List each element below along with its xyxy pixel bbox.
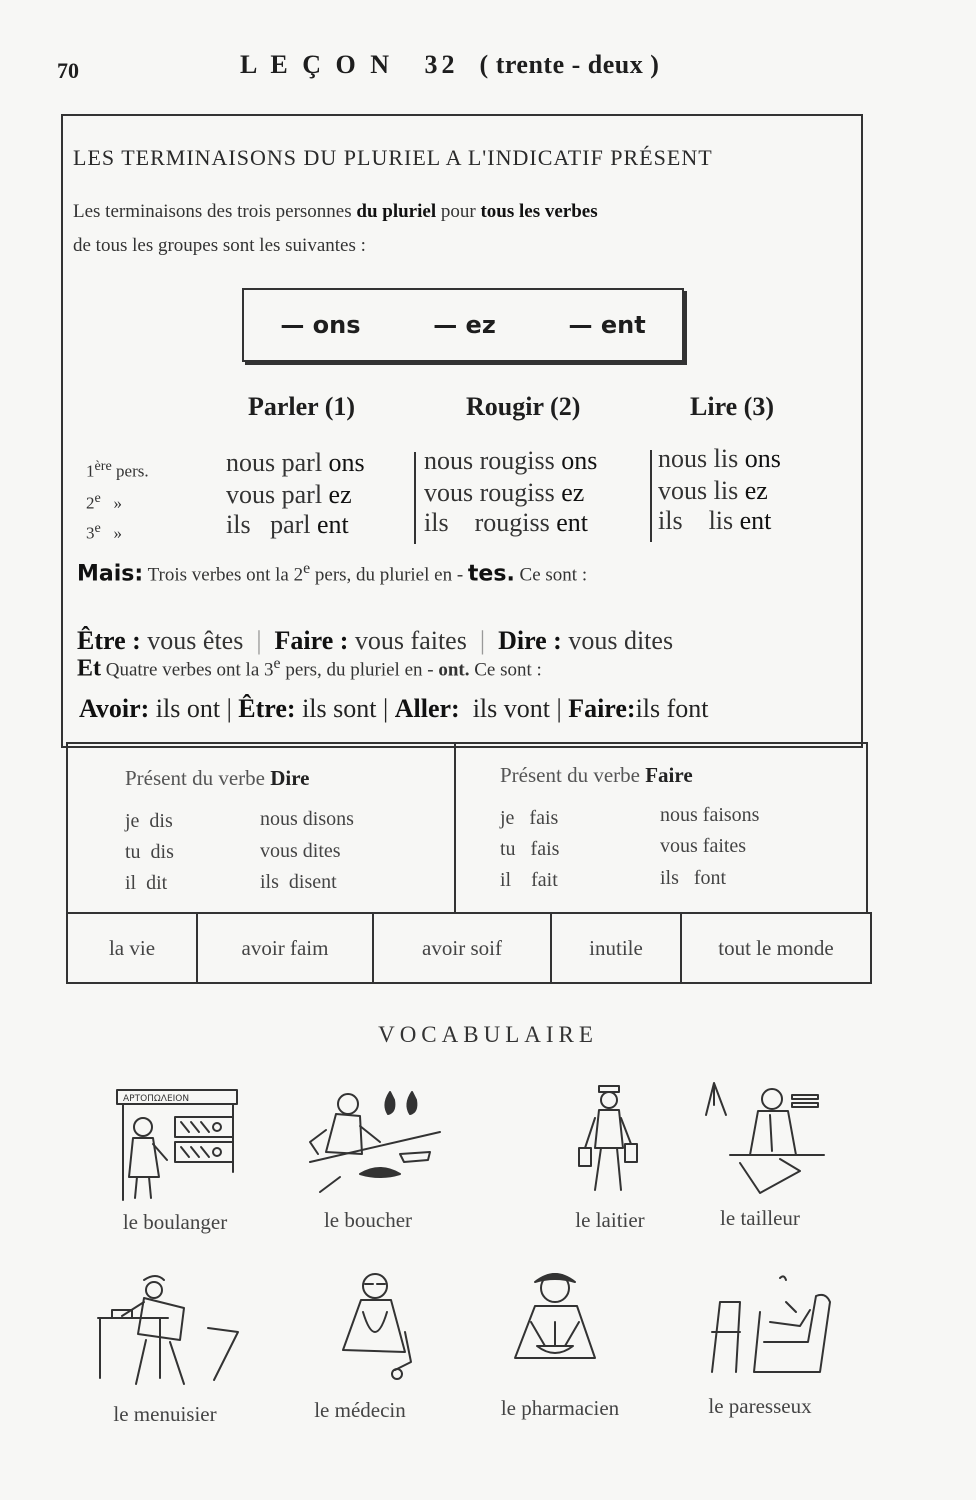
lesson-word: L E Ç O N — [240, 50, 394, 79]
grammar-heading: LES TERMINAISONS DU PLURIEL A L'INDICATIF PRÉSENT — [73, 145, 713, 170]
present-row: tu dis — [125, 841, 174, 863]
ont-form: ils sont — [295, 694, 377, 723]
vocab-label: le paresseux — [708, 1394, 812, 1418]
pharmacist-icon — [505, 1262, 605, 1392]
ont-verbs-line: Avoir: ils ont | Être: ils sont | Aller: ils vont | Faire:ils font — [79, 694, 709, 723]
et-line — [77, 655, 542, 682]
present-verb: Dire — [270, 766, 310, 790]
ending-ent: — ent — [568, 311, 646, 339]
intro-bold: tous les verbes — [480, 201, 598, 222]
et-ending: ont. — [438, 659, 470, 681]
present-verb: Faire — [645, 763, 693, 787]
et-sup: e — [273, 655, 281, 672]
vocab-label: le menuisier — [113, 1402, 217, 1426]
ending: ent — [317, 510, 349, 539]
ont-form: ils vont — [459, 694, 550, 723]
et-text: Ce sont : — [469, 659, 542, 681]
doctor-icon — [325, 1262, 425, 1392]
lazy-man-icon — [700, 1272, 840, 1392]
baker-icon — [115, 1082, 245, 1202]
ending: ez — [744, 476, 768, 505]
present-row: vous faites — [660, 835, 747, 857]
stem: nous rougiss — [424, 446, 555, 475]
grammar-intro — [73, 195, 853, 263]
stem: ils parl — [226, 510, 311, 539]
ending: ent — [556, 508, 588, 537]
vocab-label: le laitier — [575, 1208, 645, 1232]
stem: nous parl — [226, 448, 323, 477]
et-text: Quatre verbes ont la 3 — [101, 659, 274, 681]
ending-ons: — ons — [280, 311, 361, 339]
present-row: ils disent — [260, 871, 337, 893]
person-sup: e — [94, 520, 101, 536]
person-suffix: pers. — [111, 461, 149, 481]
ending: ons — [561, 446, 598, 475]
tes-verbs-line: Être : vous êtes | Faire : vous faites | Dire : vous dites — [77, 626, 674, 655]
person-suffix: » — [100, 493, 123, 513]
vocab-label: le tailleur — [720, 1206, 800, 1230]
ending: ez — [328, 480, 352, 509]
et-label: Et — [77, 655, 101, 682]
mais-label: Mais: — [77, 561, 144, 587]
person-sup: e — [94, 490, 101, 506]
present-title-dire — [125, 766, 309, 791]
mais-sup: e — [303, 560, 311, 577]
stem: nous lis — [658, 444, 739, 473]
column-divider — [650, 450, 652, 542]
conjugation-row — [658, 506, 771, 536]
expression-cell: avoir soif — [374, 914, 552, 982]
stem: vous rougiss — [424, 478, 555, 507]
stem: vous lis — [658, 476, 739, 505]
present-divider — [454, 742, 456, 912]
person-label — [86, 458, 149, 482]
present-row: il fait — [500, 869, 558, 891]
mais-text: Trois verbes ont la 2 — [143, 564, 304, 586]
present-row: je dis — [125, 810, 173, 832]
verb-heading: Rougir (2) — [466, 392, 581, 421]
ont-form: ils ont — [149, 694, 221, 723]
person-label — [86, 490, 122, 514]
bakery-sign-text: ΑΡΤΟΠΩΛΕΙΟΝ — [123, 1094, 190, 1104]
person-num: 1 — [86, 461, 95, 481]
present-row: ils font — [660, 867, 727, 889]
lesson-subtitle: ( trente - deux ) — [479, 50, 660, 79]
person-label — [86, 520, 122, 544]
ont-verb: Être: — [238, 694, 296, 723]
present-title-faire — [500, 763, 693, 788]
lesson-number: 32 — [424, 50, 459, 79]
tes-form: vous êtes — [140, 626, 244, 655]
expressions-row — [66, 912, 872, 984]
ending: ez — [561, 478, 585, 507]
tes-verb: Dire : — [498, 626, 562, 655]
expression-cell: tout le monde — [718, 935, 834, 960]
present-row: tu fais — [500, 838, 560, 860]
ont-verb: Avoir: — [79, 694, 150, 723]
vocab-label: le médecin — [314, 1398, 406, 1422]
vocab-label: le boulanger — [122, 1210, 228, 1234]
expression-cell: la vie — [68, 914, 198, 982]
butcher-icon — [300, 1082, 450, 1202]
tes-form: vous faites — [348, 626, 467, 655]
intro-text: pour — [436, 201, 481, 222]
vocabulary-title: VOCABULAIRE — [378, 1022, 598, 1047]
person-suffix: » — [100, 523, 123, 543]
milkman-icon — [575, 1078, 645, 1198]
endings-box — [242, 288, 684, 362]
present-row: nous faisons — [660, 804, 760, 826]
person-num: 3 — [86, 523, 95, 543]
intro-text: de tous les groupes sont les suivantes : — [73, 235, 366, 256]
conjugation-row — [226, 510, 349, 540]
stem: ils lis — [658, 506, 734, 535]
present-row: je fais — [500, 807, 559, 829]
intro-bold: du pluriel — [356, 201, 437, 222]
present-title-text: Présent du verbe — [500, 763, 640, 787]
person-num: 2 — [86, 493, 95, 513]
ont-verb: Faire: — [568, 694, 636, 723]
present-title-text: Présent du verbe — [125, 766, 265, 790]
tes-form: vous dites — [561, 626, 674, 655]
verb-heading: Lire (3) — [690, 392, 774, 421]
conjugation-row — [424, 446, 597, 476]
page-number: 70 — [57, 58, 79, 83]
conjugation-row — [226, 448, 365, 478]
tailor-icon — [700, 1075, 830, 1200]
verb-heading: Parler (1) — [248, 392, 356, 421]
mais-text: pers, du pluriel en - — [310, 564, 468, 586]
stem: vous parl — [226, 480, 323, 509]
present-row: vous dites — [260, 840, 341, 862]
tes-verb: Être : — [77, 626, 141, 655]
conjugation-row — [658, 476, 768, 506]
ont-verb: Aller: — [394, 694, 460, 723]
present-row: il dit — [125, 872, 168, 894]
lesson-title — [240, 50, 659, 80]
tes-verb: Faire : — [274, 626, 349, 655]
conjugation-row — [658, 444, 781, 474]
intro-text: Les terminaisons des trois personnes — [73, 201, 357, 222]
expression-cell: inutile — [552, 914, 682, 982]
et-text: pers, du pluriel en - — [280, 659, 439, 681]
vocab-label: le pharmacien — [500, 1396, 620, 1420]
present-row: nous disons — [260, 808, 354, 830]
mais-text: Ce sont : — [514, 564, 588, 586]
conjugation-row — [226, 480, 352, 510]
conjugation-row — [424, 508, 588, 538]
mais-line — [77, 560, 587, 586]
carpenter-icon — [88, 1268, 248, 1398]
ending: ons — [328, 448, 365, 477]
ont-form: ils font — [635, 694, 709, 723]
stem: ils rougiss — [424, 508, 550, 537]
ending-ez: — ez — [433, 311, 496, 339]
mais-ending: tes. — [467, 561, 515, 587]
vocab-label: le boucher — [323, 1208, 413, 1232]
column-divider — [414, 452, 416, 544]
ending: ons — [744, 444, 781, 473]
expression-cell: avoir faim — [198, 914, 374, 982]
ending: ent — [739, 506, 772, 535]
person-sup: ère — [94, 458, 112, 474]
conjugation-row — [424, 478, 584, 508]
